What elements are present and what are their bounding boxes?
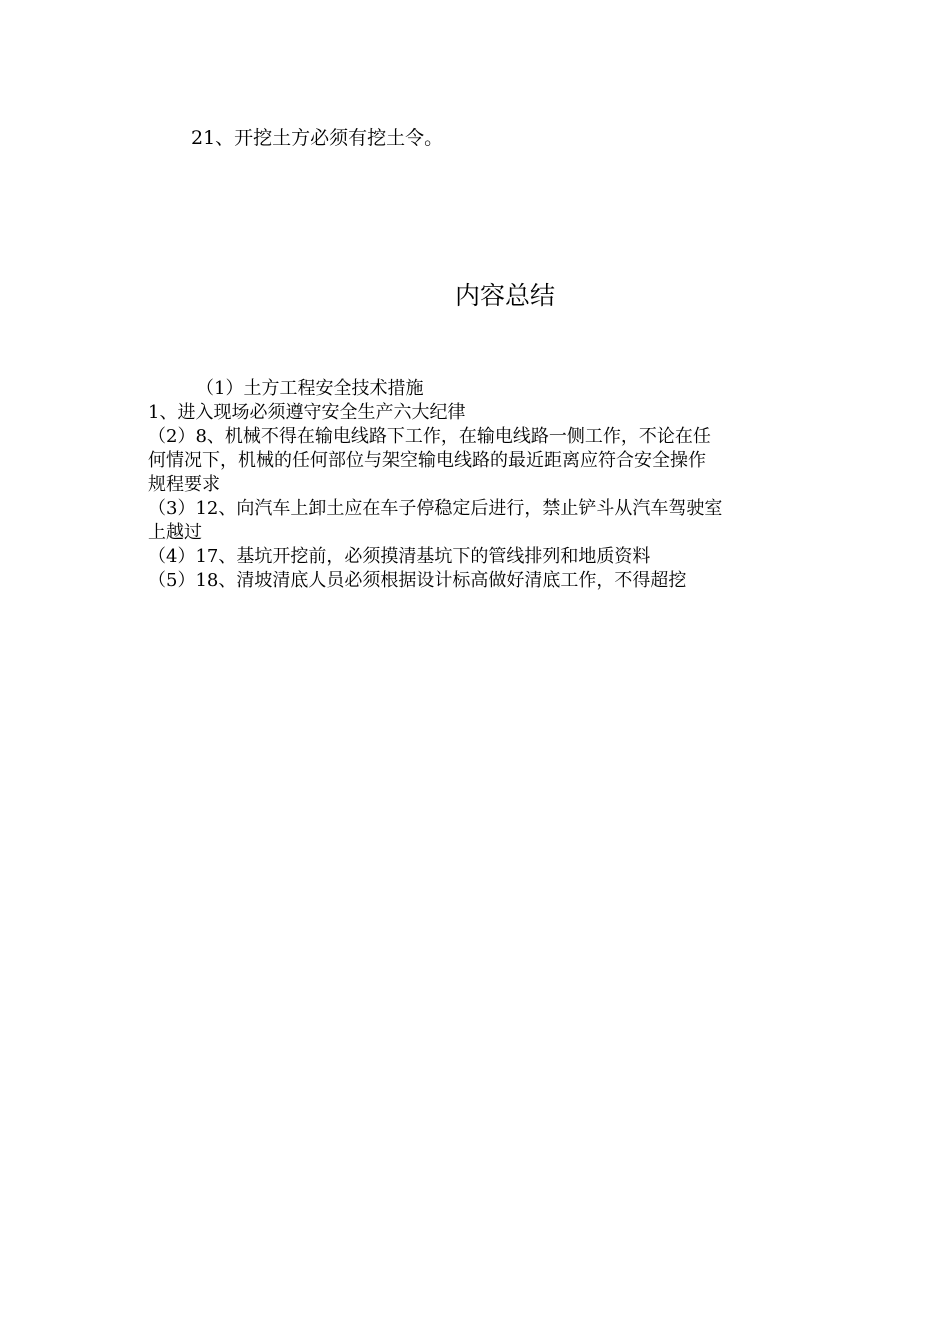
summary-heading: 内容总结 bbox=[454, 281, 555, 310]
summary-line: 规程要求 bbox=[148, 474, 220, 495]
summary-line: （4）17、基坑开挖前，必须摸清基坑下的管线排列和地质资料 bbox=[148, 546, 651, 567]
summary-line: （1）土方工程安全技术措施 bbox=[196, 378, 424, 399]
summary-line: （5）18、清坡清底人员必须根据设计标高做好清底工作，不得超挖 bbox=[148, 570, 687, 591]
summary-body bbox=[148, 377, 813, 593]
summary-line: 何情况下，机械的任何部位与架空输电线路的最近距离应符合安全操作 bbox=[148, 450, 706, 471]
intro-paragraph: 21、开挖土方必须有挖土令。 bbox=[191, 127, 444, 149]
summary-line: （2）8、机械不得在输电线路下工作，在输电线路一侧工作，不论在任 bbox=[148, 426, 711, 447]
summary-line: 上越过 bbox=[148, 522, 202, 543]
summary-line: （3）12、向汽车上卸土应在车子停稳定后进行，禁止铲斗从汽车驾驶室 bbox=[148, 498, 723, 519]
summary-line: 1、进入现场必须遵守安全生产六大纪律 bbox=[148, 402, 466, 423]
